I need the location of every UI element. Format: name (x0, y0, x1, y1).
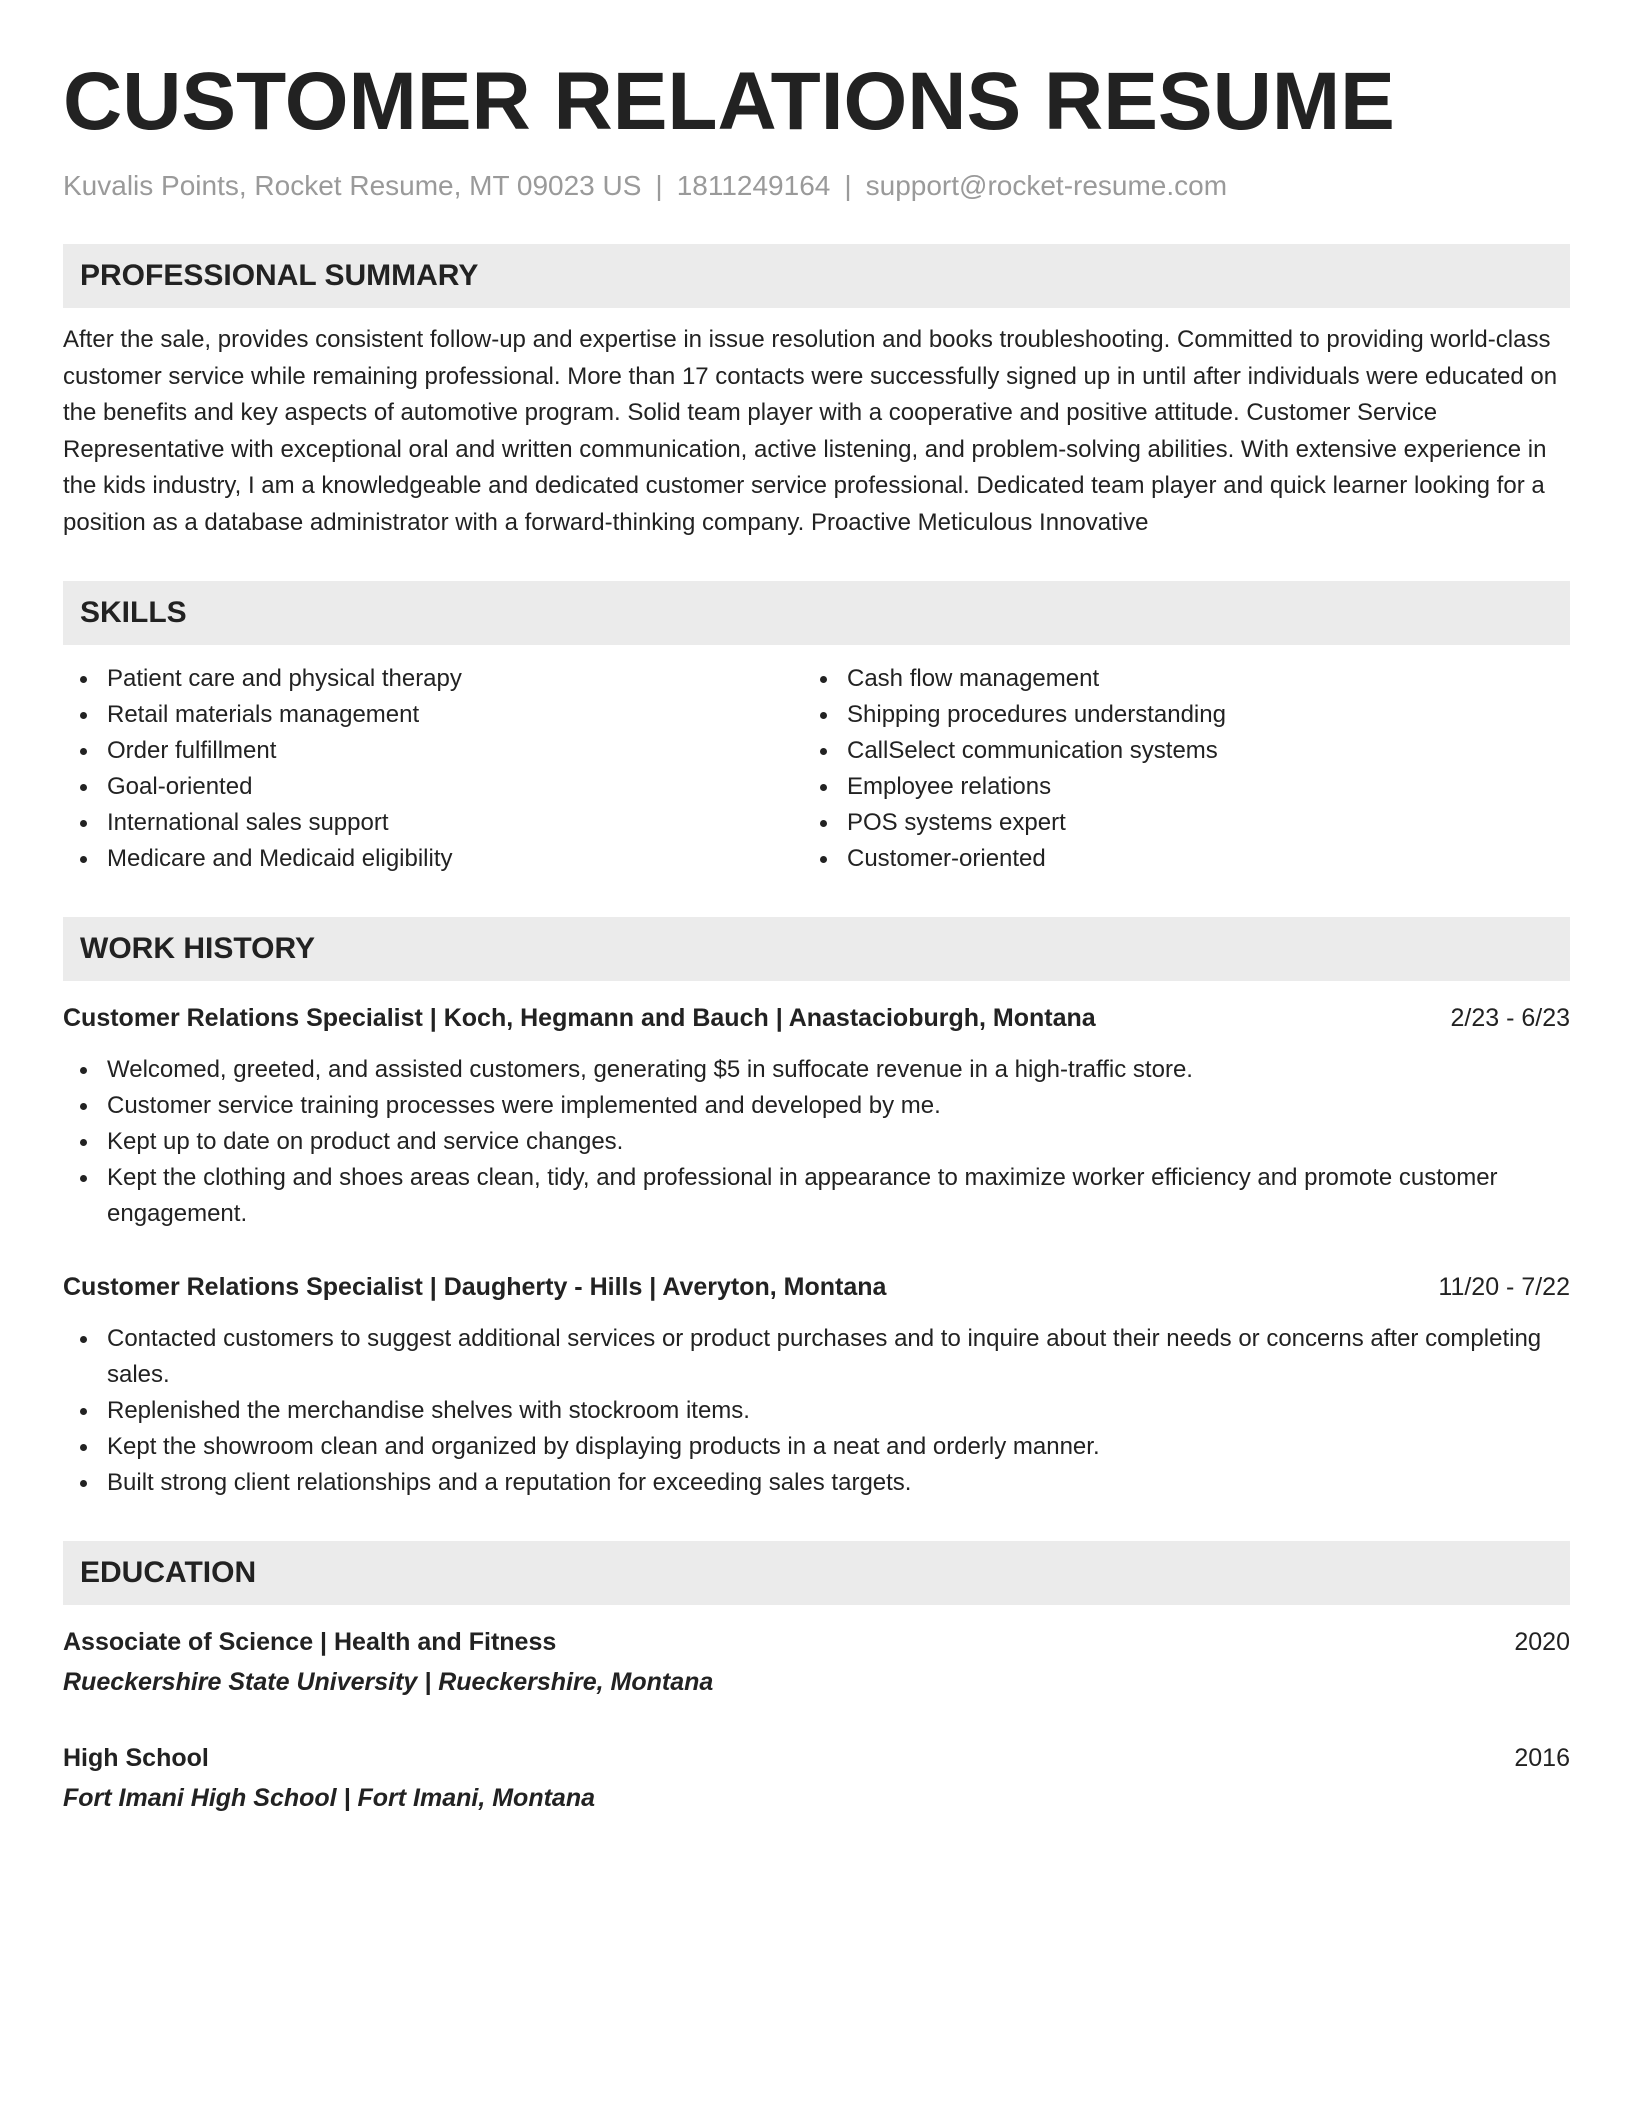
summary-text: After the sale, provides consistent follow-up and expertise in issue resolution and books troubleshooting. Committed to providing world-class customer service while remaining professional. More than 17 contacts were successfully signed up in until after individuals were educated on the benefits and key aspects of automotive program. Solid team player with a cooperative and positive attitude. Customer Service Representative with exceptional oral and written communication, active listening, and problem-solving abilities. With extensive experience in the kids industry, I am a knowledgeable and dedicated customer service professional. Dedicated team player and quick learner looking for a position as a database administrator with a forward-thinking company. Proactive Meticulous Innovative (63, 326, 1558, 536)
contact-separator: | (844, 170, 852, 201)
skill-item: Order fulfillment (63, 733, 803, 769)
job-entry (63, 1001, 1570, 1232)
contact-address: Kuvalis Points, Rocket Resume, MT 09023 US (63, 170, 642, 201)
section-header-work: WORK HISTORY (63, 917, 1570, 981)
job-bullets (63, 1052, 1570, 1232)
job-dates: 11/20 - 7/22 (1438, 1273, 1570, 1301)
education-entry (63, 1741, 1570, 1815)
education-header (63, 1625, 1570, 1659)
skill-item: International sales support (63, 805, 803, 841)
job-bullet: Kept the showroom clean and organized by displaying products in a neat and orderly manner. (63, 1429, 1570, 1465)
job-bullet: Built strong client relationships and a reputation for exceeding sales targets. (63, 1465, 1570, 1501)
section-header-summary: PROFESSIONAL SUMMARY (63, 244, 1570, 308)
education-degree: High School (63, 1744, 209, 1772)
skills-column-left (63, 661, 803, 877)
job-bullet: Contacted customers to suggest additional services or product purchases and to inquire about their needs or concerns after completing sales. (63, 1321, 1570, 1393)
education-school: Rueckershire State University | Rueckershire, Montana (63, 1668, 714, 1696)
job-dates: 2/23 - 6/23 (1450, 1004, 1570, 1032)
education-header (63, 1741, 1570, 1775)
skill-item: Customer-oriented (803, 841, 1543, 877)
job-bullet: Customer service training processes were implemented and developed by me. (63, 1088, 1570, 1124)
job-entry (63, 1270, 1570, 1501)
skill-item: Cash flow management (803, 661, 1543, 697)
job-header (63, 1001, 1570, 1035)
job-header (63, 1270, 1570, 1304)
section-header-skills: SKILLS (63, 581, 1570, 645)
skills-list (63, 661, 1570, 877)
skill-item: POS systems expert (803, 805, 1543, 841)
skill-item: Employee relations (803, 769, 1543, 805)
skill-item: Retail materials management (63, 697, 803, 733)
resume-title: CUSTOMER RELATIONS RESUME (63, 56, 1395, 147)
job-bullet: Replenished the merchandise shelves with stockroom items. (63, 1393, 1570, 1429)
skill-item: Shipping procedures understanding (803, 697, 1543, 733)
job-bullet: Welcomed, greeted, and assisted customers, generating $5 in suffocate revenue in a high-traffic store. (63, 1052, 1570, 1088)
education-school: Fort Imani High School | Fort Imani, Montana (63, 1784, 595, 1812)
education-year: 2020 (1514, 1628, 1570, 1656)
section-header-education: EDUCATION (63, 1541, 1570, 1605)
skill-item: Goal-oriented (63, 769, 803, 805)
contact-email: support@rocket-resume.com (865, 170, 1228, 201)
job-bullet: Kept the clothing and shoes areas clean, tidy, and professional in appearance to maximize worker efficiency and promote customer engagement. (63, 1160, 1570, 1232)
skills-column-right (803, 661, 1543, 877)
contact-line (63, 168, 1570, 204)
job-title: Customer Relations Specialist | Koch, Hegmann and Bauch | Anastacioburgh, Montana (63, 1004, 1096, 1032)
education-year: 2016 (1514, 1744, 1570, 1772)
skill-item: Patient care and physical therapy (63, 661, 803, 697)
skill-item: CallSelect communication systems (803, 733, 1543, 769)
job-title: Customer Relations Specialist | Daugherty - Hills | Averyton, Montana (63, 1273, 887, 1301)
contact-separator: | (655, 170, 663, 201)
contact-phone: 1811249164 (676, 170, 831, 201)
job-bullet: Kept up to date on product and service changes. (63, 1124, 1570, 1160)
education-degree: Associate of Science | Health and Fitness (63, 1628, 557, 1656)
job-bullets (63, 1321, 1570, 1501)
education-entry (63, 1625, 1570, 1699)
skill-item: Medicare and Medicaid eligibility (63, 841, 803, 877)
